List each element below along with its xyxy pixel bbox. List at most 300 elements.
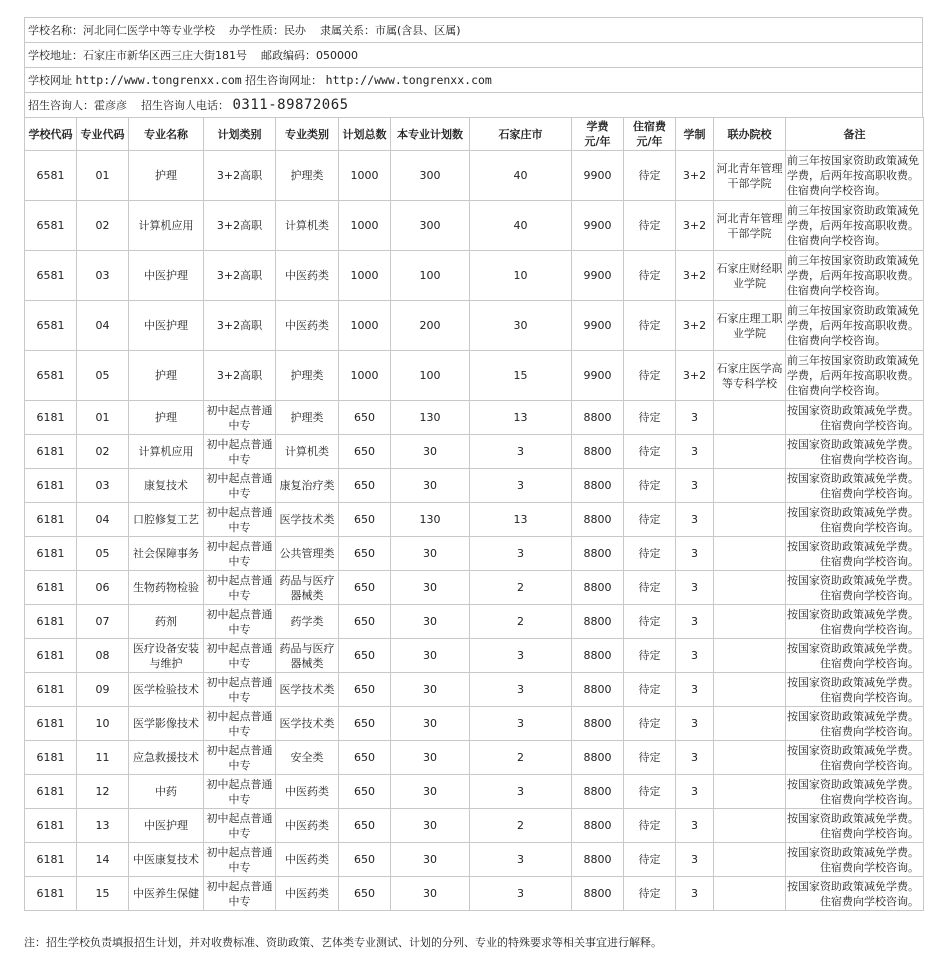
- years-cell: 3: [676, 809, 714, 843]
- plan-type-cell: 初中起点普通中专: [204, 469, 276, 503]
- tuition-cell: 8800: [572, 435, 624, 469]
- header-major-code: 专业代码: [77, 118, 129, 151]
- major-plan-cell: 30: [391, 673, 470, 707]
- table-row: [25, 571, 924, 605]
- partner-cell: [714, 571, 786, 605]
- major-plan-cell: 30: [391, 843, 470, 877]
- info-row-contact: [25, 93, 923, 118]
- address-label: 学校地址：: [28, 48, 83, 62]
- sjz-cell: 3: [470, 707, 572, 741]
- total-cell: 650: [339, 843, 391, 877]
- school-code-cell: 6581: [25, 301, 77, 351]
- lodging-cell: 待定: [624, 707, 676, 741]
- note-cell: 按国家资助政策减免学费。住宿费向学校咨询。: [786, 537, 924, 571]
- total-cell: 650: [339, 571, 391, 605]
- school-postcode: 050000: [316, 48, 358, 62]
- years-cell: 3+2: [676, 251, 714, 301]
- header-major-name: 专业名称: [129, 118, 204, 151]
- header-years: 学制: [676, 118, 714, 151]
- major-name-cell: 康复技术: [129, 469, 204, 503]
- partner-cell: [714, 435, 786, 469]
- total-cell: 650: [339, 707, 391, 741]
- sjz-cell: 40: [470, 151, 572, 201]
- category-cell: 医学技术类: [276, 673, 339, 707]
- sjz-cell: 3: [470, 775, 572, 809]
- partner-cell: 河北青年管理干部学院: [714, 151, 786, 201]
- category-cell: 护理类: [276, 401, 339, 435]
- major-code-cell: 02: [77, 201, 129, 251]
- years-cell: 3: [676, 877, 714, 911]
- total-cell: 650: [339, 435, 391, 469]
- sjz-cell: 13: [470, 503, 572, 537]
- major-code-cell: 09: [77, 673, 129, 707]
- major-plan-cell: 300: [391, 201, 470, 251]
- sjz-cell: 3: [470, 469, 572, 503]
- major-plan-cell: 130: [391, 503, 470, 537]
- school-code-cell: 6581: [25, 251, 77, 301]
- major-code-cell: 03: [77, 251, 129, 301]
- category-cell: 康复治疗类: [276, 469, 339, 503]
- sjz-cell: 3: [470, 877, 572, 911]
- phone-label: 招生咨询人电话：: [141, 98, 229, 112]
- lodging-cell: 待定: [624, 351, 676, 401]
- lodging-cell: 待定: [624, 639, 676, 673]
- plan-type-cell: 初中起点普通中专: [204, 707, 276, 741]
- school-code-cell: 6181: [25, 809, 77, 843]
- total-cell: 650: [339, 673, 391, 707]
- total-cell: 650: [339, 775, 391, 809]
- category-cell: 中医药类: [276, 301, 339, 351]
- sjz-cell: 40: [470, 201, 572, 251]
- tuition-cell: 8800: [572, 469, 624, 503]
- note-cell: 前三年按国家资助政策减免学费，后两年按高职收费。住宿费向学校咨询。: [786, 151, 924, 201]
- years-cell: 3: [676, 741, 714, 775]
- table-row: [25, 151, 924, 201]
- plan-type-cell: 初中起点普通中专: [204, 571, 276, 605]
- major-name-cell: 计算机应用: [129, 201, 204, 251]
- tuition-cell: 8800: [572, 537, 624, 571]
- major-code-cell: 13: [77, 809, 129, 843]
- lodging-cell: 待定: [624, 809, 676, 843]
- website-link[interactable]: http://www.tongrenxx.com: [75, 72, 242, 87]
- name-label: 学校名称：: [28, 23, 83, 37]
- tuition-cell: 8800: [572, 605, 624, 639]
- enrollment-plan-table: [24, 117, 924, 911]
- enrollment-document: [24, 17, 923, 911]
- tuition-cell: 8800: [572, 673, 624, 707]
- plan-type-cell: 初中起点普通中专: [204, 537, 276, 571]
- years-cell: 3: [676, 843, 714, 877]
- sjz-cell: 2: [470, 809, 572, 843]
- major-name-cell: 口腔修复工艺: [129, 503, 204, 537]
- major-name-cell: 中医养生保健: [129, 877, 204, 911]
- sjz-cell: 15: [470, 351, 572, 401]
- tuition-cell: 8800: [572, 809, 624, 843]
- table-row: [25, 435, 924, 469]
- major-plan-cell: 30: [391, 571, 470, 605]
- sjz-cell: 3: [470, 639, 572, 673]
- major-plan-cell: 130: [391, 401, 470, 435]
- years-cell: 3: [676, 571, 714, 605]
- category-cell: 护理类: [276, 151, 339, 201]
- major-name-cell: 应急救援技术: [129, 741, 204, 775]
- header-plan-total: 计划总数: [339, 118, 391, 151]
- major-plan-cell: 30: [391, 741, 470, 775]
- enroll-site-label: 招生咨询网址：: [245, 73, 323, 87]
- lodging-cell: 待定: [624, 201, 676, 251]
- total-cell: 1000: [339, 351, 391, 401]
- major-code-cell: 07: [77, 605, 129, 639]
- table-row: [25, 843, 924, 877]
- major-name-cell: 计算机应用: [129, 435, 204, 469]
- note-cell: 前三年按国家资助政策减免学费，后两年按高职收费。住宿费向学校咨询。: [786, 201, 924, 251]
- note-cell: 按国家资助政策减免学费。住宿费向学校咨询。: [786, 401, 924, 435]
- total-cell: 650: [339, 639, 391, 673]
- school-name: 河北同仁医学中等专业学校: [83, 23, 215, 37]
- major-code-cell: 03: [77, 469, 129, 503]
- total-cell: 650: [339, 537, 391, 571]
- school-code-cell: 6181: [25, 877, 77, 911]
- school-code-cell: 6181: [25, 503, 77, 537]
- category-cell: 中医药类: [276, 843, 339, 877]
- major-code-cell: 10: [77, 707, 129, 741]
- major-plan-cell: 30: [391, 775, 470, 809]
- sjz-cell: 3: [470, 673, 572, 707]
- header-notes: 备注: [786, 118, 924, 151]
- total-cell: 650: [339, 741, 391, 775]
- plan-type-cell: 3+2高职: [204, 251, 276, 301]
- note-cell: 按国家资助政策减免学费。住宿费向学校咨询。: [786, 503, 924, 537]
- partner-cell: [714, 843, 786, 877]
- plan-type-cell: 3+2高职: [204, 201, 276, 251]
- header-lodging: 住宿费 元/年: [624, 118, 676, 151]
- major-code-cell: 05: [77, 351, 129, 401]
- lodging-cell: 待定: [624, 605, 676, 639]
- sjz-cell: 3: [470, 435, 572, 469]
- note-cell: 按国家资助政策减免学费。住宿费向学校咨询。: [786, 605, 924, 639]
- partner-cell: [714, 605, 786, 639]
- category-cell: 医学技术类: [276, 707, 339, 741]
- info-row-address: [25, 43, 923, 68]
- major-name-cell: 护理: [129, 401, 204, 435]
- partner-cell: 河北青年管理干部学院: [714, 201, 786, 251]
- major-code-cell: 04: [77, 301, 129, 351]
- note-cell: 按国家资助政策减免学费。住宿费向学校咨询。: [786, 435, 924, 469]
- major-code-cell: 08: [77, 639, 129, 673]
- tuition-cell: 9900: [572, 301, 624, 351]
- major-code-cell: 01: [77, 151, 129, 201]
- header-plan-type: 计划类别: [204, 118, 276, 151]
- plan-type-cell: 初中起点普通中专: [204, 639, 276, 673]
- partner-cell: [714, 741, 786, 775]
- plan-type-cell: 初中起点普通中专: [204, 877, 276, 911]
- years-cell: 3: [676, 469, 714, 503]
- tuition-cell: 8800: [572, 877, 624, 911]
- major-plan-cell: 30: [391, 877, 470, 911]
- tuition-cell: 8800: [572, 741, 624, 775]
- plan-type-cell: 初中起点普通中专: [204, 809, 276, 843]
- sjz-cell: 10: [470, 251, 572, 301]
- tuition-cell: 8800: [572, 571, 624, 605]
- contact-phone: 0311-89872065: [232, 96, 349, 113]
- note-cell: 前三年按国家资助政策减免学费，后两年按高职收费。住宿费向学校咨询。: [786, 351, 924, 401]
- header-major-category: 专业类别: [276, 118, 339, 151]
- major-code-cell: 01: [77, 401, 129, 435]
- table-row: [25, 301, 924, 351]
- partner-cell: 石家庄医学高等专科学校: [714, 351, 786, 401]
- partner-cell: [714, 809, 786, 843]
- major-plan-cell: 30: [391, 469, 470, 503]
- major-code-cell: 04: [77, 503, 129, 537]
- info-cell-website: [25, 68, 923, 93]
- header-tuition: 学费 元/年: [572, 118, 624, 151]
- major-code-cell: 14: [77, 843, 129, 877]
- sjz-cell: 2: [470, 605, 572, 639]
- major-plan-cell: 30: [391, 707, 470, 741]
- note-cell: 前三年按国家资助政策减免学费，后两年按高职收费。住宿费向学校咨询。: [786, 301, 924, 351]
- school-info-table: [24, 17, 923, 118]
- note-cell: 按国家资助政策减免学费。住宿费向学校咨询。: [786, 639, 924, 673]
- note-cell: 按国家资助政策减免学费。住宿费向学校咨询。: [786, 707, 924, 741]
- plan-type-cell: 初中起点普通中专: [204, 843, 276, 877]
- lodging-cell: 待定: [624, 537, 676, 571]
- school-code-cell: 6181: [25, 775, 77, 809]
- school-code-cell: 6181: [25, 537, 77, 571]
- table-header: [25, 118, 924, 151]
- years-cell: 3+2: [676, 151, 714, 201]
- major-name-cell: 医疗设备安装与维护: [129, 639, 204, 673]
- table-row: [25, 877, 924, 911]
- lodging-cell: 待定: [624, 503, 676, 537]
- sjz-cell: 2: [470, 741, 572, 775]
- table-row: [25, 809, 924, 843]
- major-plan-cell: 100: [391, 351, 470, 401]
- plan-type-cell: 3+2高职: [204, 301, 276, 351]
- plan-type-cell: 初中起点普通中专: [204, 435, 276, 469]
- table-body-secondary: [25, 401, 924, 911]
- major-plan-cell: 100: [391, 251, 470, 301]
- major-plan-cell: 30: [391, 537, 470, 571]
- major-name-cell: 中医护理: [129, 251, 204, 301]
- table-row: [25, 707, 924, 741]
- sjz-cell: 30: [470, 301, 572, 351]
- total-cell: 650: [339, 605, 391, 639]
- total-cell: 1000: [339, 251, 391, 301]
- tuition-cell: 8800: [572, 707, 624, 741]
- school-code-cell: 6181: [25, 843, 77, 877]
- major-name-cell: 护理: [129, 151, 204, 201]
- lodging-cell: 待定: [624, 877, 676, 911]
- major-code-cell: 06: [77, 571, 129, 605]
- plan-type-cell: 初中起点普通中专: [204, 673, 276, 707]
- years-cell: 3: [676, 435, 714, 469]
- lodging-cell: 待定: [624, 571, 676, 605]
- sjz-cell: 2: [470, 571, 572, 605]
- total-cell: 650: [339, 503, 391, 537]
- table-row: [25, 741, 924, 775]
- info-cell-name: [25, 18, 923, 43]
- major-name-cell: 医学检验技术: [129, 673, 204, 707]
- lodging-cell: 待定: [624, 673, 676, 707]
- category-cell: 安全类: [276, 741, 339, 775]
- table-row: [25, 605, 924, 639]
- school-code-cell: 6181: [25, 571, 77, 605]
- years-cell: 3: [676, 639, 714, 673]
- enroll-site-link[interactable]: http://www.tongrenxx.com: [325, 72, 492, 87]
- table-row: [25, 351, 924, 401]
- total-cell: 650: [339, 809, 391, 843]
- total-cell: 650: [339, 469, 391, 503]
- school-code-cell: 6181: [25, 707, 77, 741]
- total-cell: 650: [339, 401, 391, 435]
- partner-cell: 石家庄财经职业学院: [714, 251, 786, 301]
- info-cell-address: [25, 43, 923, 68]
- lodging-cell: 待定: [624, 435, 676, 469]
- school-code-cell: 6181: [25, 401, 77, 435]
- contact-name: 霍彦彦: [94, 98, 127, 112]
- table-row: [25, 401, 924, 435]
- note-cell: 按国家资助政策减免学费。住宿费向学校咨询。: [786, 469, 924, 503]
- header-major-plan: 本专业计划数: [391, 118, 470, 151]
- header-shijiazhuang: 石家庄市: [470, 118, 572, 151]
- partner-cell: [714, 673, 786, 707]
- lodging-cell: 待定: [624, 843, 676, 877]
- table-row: [25, 639, 924, 673]
- partner-cell: [714, 503, 786, 537]
- years-cell: 3: [676, 537, 714, 571]
- partner-cell: [714, 877, 786, 911]
- school-code-cell: 6181: [25, 435, 77, 469]
- major-code-cell: 15: [77, 877, 129, 911]
- category-cell: 医学技术类: [276, 503, 339, 537]
- lodging-cell: 待定: [624, 775, 676, 809]
- info-cell-contact: [25, 93, 923, 118]
- category-cell: 计算机类: [276, 201, 339, 251]
- total-cell: 1000: [339, 201, 391, 251]
- major-name-cell: 生物药物检验: [129, 571, 204, 605]
- major-name-cell: 中药: [129, 775, 204, 809]
- major-name-cell: 中医护理: [129, 809, 204, 843]
- note-cell: 按国家资助政策减免学费。住宿费向学校咨询。: [786, 877, 924, 911]
- tuition-cell: 9900: [572, 251, 624, 301]
- partner-cell: 石家庄理工职业学院: [714, 301, 786, 351]
- info-row-name: [25, 18, 923, 43]
- table-row: [25, 469, 924, 503]
- sjz-cell: 3: [470, 537, 572, 571]
- category-cell: 护理类: [276, 351, 339, 401]
- major-name-cell: 药剂: [129, 605, 204, 639]
- plan-type-cell: 3+2高职: [204, 351, 276, 401]
- major-plan-cell: 30: [391, 639, 470, 673]
- category-cell: 中医药类: [276, 809, 339, 843]
- tuition-cell: 8800: [572, 775, 624, 809]
- note-cell: 前三年按国家资助政策减免学费，后两年按高职收费。住宿费向学校咨询。: [786, 251, 924, 301]
- info-row-website: [25, 68, 923, 93]
- plan-type-cell: 3+2高职: [204, 151, 276, 201]
- years-cell: 3: [676, 673, 714, 707]
- years-cell: 3+2: [676, 351, 714, 401]
- website-label: 学校网址: [28, 73, 72, 87]
- lodging-cell: 待定: [624, 401, 676, 435]
- lodging-cell: 待定: [624, 151, 676, 201]
- plan-type-cell: 初中起点普通中专: [204, 605, 276, 639]
- total-cell: 1000: [339, 151, 391, 201]
- plan-type-cell: 初中起点普通中专: [204, 503, 276, 537]
- category-cell: 公共管理类: [276, 537, 339, 571]
- years-cell: 3: [676, 401, 714, 435]
- major-plan-cell: 200: [391, 301, 470, 351]
- total-cell: 1000: [339, 301, 391, 351]
- plan-type-cell: 初中起点普通中专: [204, 741, 276, 775]
- note-cell: 按国家资助政策减免学费。住宿费向学校咨询。: [786, 741, 924, 775]
- total-cell: 650: [339, 877, 391, 911]
- lodging-cell: 待定: [624, 741, 676, 775]
- contact-label: 招生咨询人：: [28, 98, 94, 112]
- nature-label: 办学性质：: [229, 23, 284, 37]
- major-plan-cell: 30: [391, 605, 470, 639]
- note-cell: 按国家资助政策减免学费。住宿费向学校咨询。: [786, 673, 924, 707]
- tuition-cell: 8800: [572, 401, 624, 435]
- tuition-cell: 9900: [572, 151, 624, 201]
- school-code-cell: 6581: [25, 201, 77, 251]
- partner-cell: [714, 537, 786, 571]
- table-row: [25, 251, 924, 301]
- footnote: 注：招生学校负责填报招生计划，并对收费标准、资助政策、艺体类专业测试、计划的分列、专业的特殊要求等相关事宜进行解释。: [24, 936, 662, 949]
- major-name-cell: 中医康复技术: [129, 843, 204, 877]
- note-cell: 按国家资助政策减免学费。住宿费向学校咨询。: [786, 809, 924, 843]
- postcode-label: 邮政编码：: [261, 48, 316, 62]
- category-cell: 中医药类: [276, 877, 339, 911]
- major-code-cell: 02: [77, 435, 129, 469]
- major-code-cell: 11: [77, 741, 129, 775]
- sjz-cell: 3: [470, 843, 572, 877]
- tuition-cell: 8800: [572, 639, 624, 673]
- years-cell: 3: [676, 605, 714, 639]
- affiliation-label: 隶属关系：: [320, 23, 375, 37]
- tuition-cell: 8800: [572, 843, 624, 877]
- lodging-cell: 待定: [624, 251, 676, 301]
- category-cell: 药品与医疗器械类: [276, 639, 339, 673]
- table-body-higher-vocational: [25, 151, 924, 401]
- years-cell: 3: [676, 775, 714, 809]
- note-cell: 按国家资助政策减免学费。住宿费向学校咨询。: [786, 775, 924, 809]
- major-name-cell: 社会保障事务: [129, 537, 204, 571]
- partner-cell: [714, 469, 786, 503]
- table-row: [25, 201, 924, 251]
- major-plan-cell: 30: [391, 435, 470, 469]
- major-code-cell: 12: [77, 775, 129, 809]
- major-plan-cell: 300: [391, 151, 470, 201]
- lodging-cell: 待定: [624, 469, 676, 503]
- school-code-cell: 6581: [25, 351, 77, 401]
- years-cell: 3: [676, 503, 714, 537]
- plan-type-cell: 初中起点普通中专: [204, 401, 276, 435]
- table-row: [25, 503, 924, 537]
- lodging-cell: 待定: [624, 301, 676, 351]
- years-cell: 3: [676, 707, 714, 741]
- major-code-cell: 05: [77, 537, 129, 571]
- table-row: [25, 673, 924, 707]
- tuition-cell: 9900: [572, 351, 624, 401]
- category-cell: 药品与医疗器械类: [276, 571, 339, 605]
- category-cell: 中医药类: [276, 775, 339, 809]
- major-plan-cell: 30: [391, 809, 470, 843]
- partner-cell: [714, 775, 786, 809]
- header-row: [25, 118, 924, 151]
- school-code-cell: 6581: [25, 151, 77, 201]
- header-partner-school: 联办院校: [714, 118, 786, 151]
- school-code-cell: 6181: [25, 741, 77, 775]
